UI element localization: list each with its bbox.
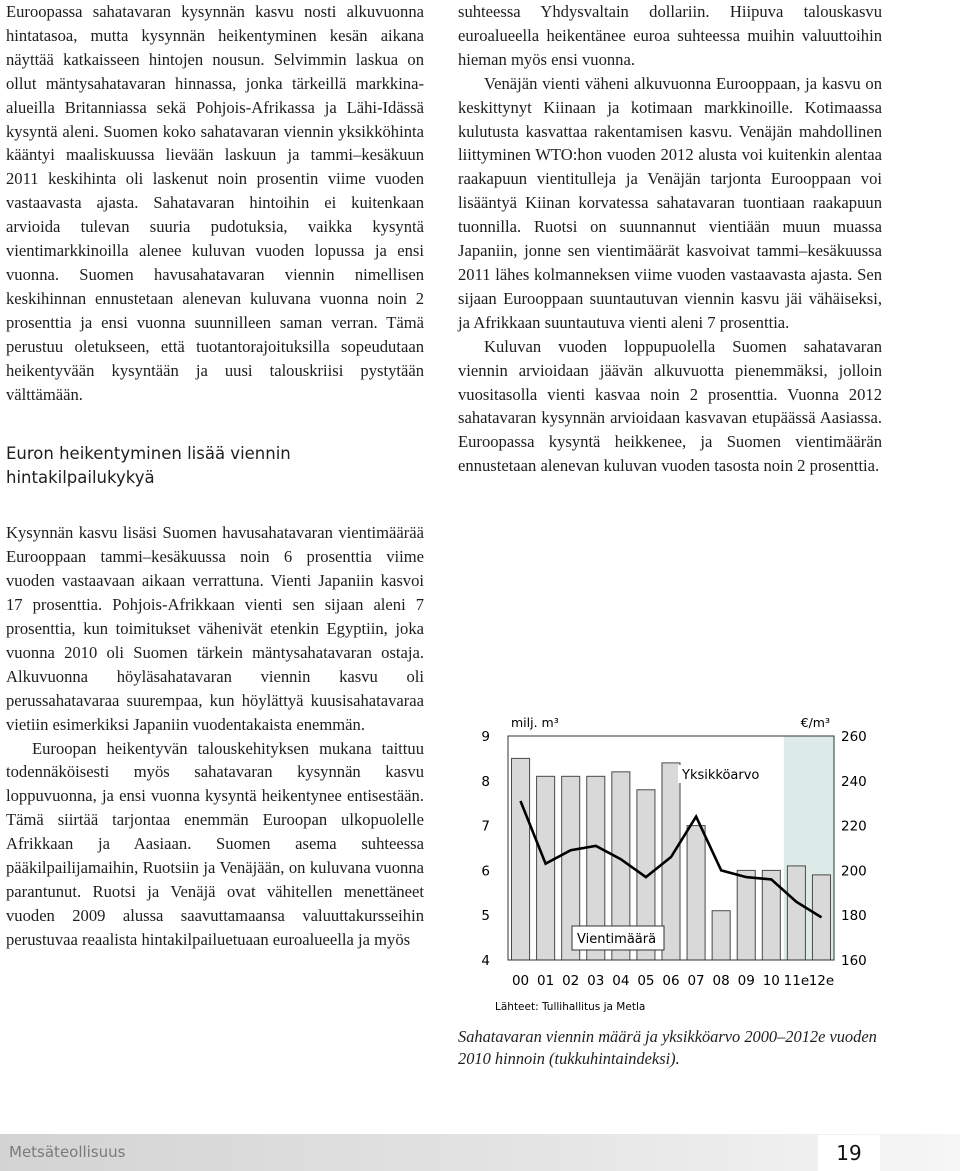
sawn-timber-export-chart — [466, 700, 886, 1020]
left-tick-label: 5 — [481, 908, 490, 925]
x-tick-label: 02 — [562, 973, 580, 989]
right-tick-label: 160 — [841, 953, 867, 969]
bar-11e — [787, 866, 805, 960]
footer-bar — [0, 1134, 960, 1171]
bar-09 — [737, 870, 755, 960]
right-tick-label: 220 — [841, 818, 867, 835]
bar-07 — [687, 826, 705, 960]
x-tick-label: 12e — [808, 973, 835, 989]
x-tick-label: 01 — [537, 973, 555, 989]
right-axis-unit: €/m³ — [800, 715, 830, 730]
left-paragraph-3: Euroopan heikentyvän talouskehityksen mukana taittuu todennäköisesti myös sahatavaran kysynnän kasvu loppuvuonna, ja ensi vuonna kysyntä heikentynee entisestään. Tämä siirtää tarjontaa enemmän Euroopan ulkopuolelle Afrikkaan ja Aasiaan. Suomen asema suhteessa pääkilpailijamaihin, Ruotsiin ja Venäjään, on kuluvana vuonna parantunut. Ruotsi ja Venäjä ovat vähitellen menettäneet vuoden 2009 alussa saavuttamaansa valuuttakursseihin perustuvaa reaalista hintakilpailuetuaan euroalueella ja myös — [6, 738, 424, 949]
x-tick-label: 09 — [737, 973, 755, 989]
page-number: 19 — [818, 1135, 880, 1171]
right-tick-label: 260 — [841, 729, 867, 745]
left-tick-label: 7 — [481, 818, 490, 835]
right-paragraph-1: suhteessa Yhdysvaltain dollariin. Hiipuva talouskasvu euroalueella heikentänee euroa suhteessa muihin valuuttoihin hieman myös ensi vuonna. — [458, 2, 882, 69]
left-tick-label: 9 — [481, 729, 490, 745]
chart-source: Lähteet: Tullihallitus ja Metla — [495, 1001, 646, 1013]
x-tick-label: 04 — [612, 973, 630, 989]
left-paragraph-2: Kysynnän kasvu lisäsi Suomen havusahatavaran vientimäärää Eurooppaan tammi–kesäkuussa noin 6 prosenttia viime vuoden vastaavaan aikaan verrattuna. Vienti Japaniin kasvoi 17 prosenttia. Pohjois-Afrikkaan vienti sen sijaan aleni 7 prosenttia, kun toimitukset vähenivät etenkin Egyptiin, joka vuonna 2010 oli Suomen tärkein mäntysahatavaran ostaja. Alkuvuonna höyläsahatavaran viennin kasvu oli perussahatavaraa suurempaa, kun höylättyä kuusisahatavaraa vietiin esimerkiksi Japaniin vuodentakaista enemmän. — [6, 523, 424, 734]
series-label-unit-value: Yksikköarvo — [682, 768, 760, 783]
left-column — [6, 0, 424, 952]
right-paragraph-2: Venäjän vienti väheni alkuvuonna Eurooppaan, ja kasvu on keskittynyt Kiinaan ja kotimaan markkinoille. Kotimaassa kulutusta kasvattaa rakentamisen kasvu. Venäjän mahdollinen liittyminen WTO:hon vuoden 2012 alusta voi kuitenkin alentaa raakapuun vientitulleja ja Venäjän tarjonta Eurooppaan voi lisääntyä Kiinan korvatessa sahatavaran tuontiaan raakapuun tuonnilla. Ruotsi on suunnannut vientiään muun muassa Japaniin, jonne sen vientimäärät kasvoivat tammi–kesäkuussa 2011 lähes kolmanneksen viime vuoden vastaavasta ajasta. Sen sijaan Eurooppaan suuntautuvan viennin kasvu jäi vähäiseksi, ja Afrikkaan suuntautuva vienti aleni 7 prosenttia. — [458, 73, 882, 332]
left-tick-label: 8 — [481, 773, 490, 790]
x-tick-label: 10 — [762, 973, 780, 989]
x-tick-label: 03 — [587, 973, 605, 989]
x-tick-label: 00 — [511, 973, 530, 989]
x-tick-label: 05 — [637, 973, 655, 989]
right-tick-label: 200 — [841, 863, 867, 880]
right-tick-label: 180 — [841, 908, 867, 925]
x-tick-label: 08 — [712, 973, 730, 989]
right-column — [458, 0, 882, 478]
left-axis-unit: milj. m³ — [511, 715, 559, 730]
x-tick-label: 11e — [783, 973, 810, 989]
bar-01 — [537, 776, 555, 960]
bar-00 — [512, 758, 530, 960]
x-tick-label: 06 — [662, 973, 680, 989]
figure-caption: Sahatavaran viennin määrä ja yksikköarvo 2000–2012e vuoden 2010 hinnoin (tukkuhintaindeksi). — [458, 1027, 877, 1068]
left-paragraph-1: Euroopassa sahatavaran kysynnän kasvu nosti alkuvuonna hintatasoa, mutta kysynnän heikentyminen kesän aikana näyttää katkaisseen hintojen nousun. Selvimmin laskua on ollut mäntysahatavaran hinnassa, jonka tärkeillä markkina-alueilla Britanniassa sekä Pohjois-Afrikassa ja Lähi-Idässä kysyntä aleni. Suomen koko sahatavaran viennin yksikköhinta kääntyi maaliskuussa lievään laskuun ja tammi–kesäkuun 2011 keskihinta oli laskenut noin prosentin viime vuoden vastaavasta ajasta. Sahatavaran hintoihin ei kuitenkaan arvioida tulevan suuria pudotuksia, vaikka kysyntä vientimarkkinoilla alenee kuluvan vuoden lopussa ja ensi vuonna. Suomen havusahatavaran viennin nimellisen keskihinnan ennustetaan alenevan kuluvana vuonna noin 2 prosenttia ja ensi vuonna suunnilleen saman verran. Tämä perustuu oletukseen, että tuotantorajoituksilla sopeudutaan heikentyvään kysyntään ja uusi talouskriisi pystytään välttämään. — [6, 2, 424, 404]
right-tick-label: 240 — [841, 773, 867, 790]
footer-publication-name: Metsäteollisuus — [9, 1143, 126, 1161]
bar-08 — [712, 911, 730, 960]
chart-svg — [466, 700, 886, 1020]
right-paragraph-3: Kuluvan vuoden loppupuolella Suomen sahatavaran viennin arvioidaan jäävän alkuvuotta pienemmäksi, jolloin vuositasolla vienti kasvaa noin 2 prosenttia. Vuonna 2012 sahatavaran kysynnän arvioidaan kasvavan etupäässä Aasiassa. Euroopassa kysyntä heikkenee, ja Suomen vientimäärän ennustetaan alenevan kuluvan vuoden tasosta noin 2 prosenttia. — [458, 336, 882, 476]
series-label-export-volume: Vientimäärä — [577, 932, 657, 947]
x-tick-label: 07 — [687, 973, 705, 989]
left-tick-label: 4 — [481, 953, 490, 969]
section-subheading: Euron heikentyminen lisää viennin hintakilpailukykyä — [6, 444, 291, 488]
left-tick-label: 6 — [481, 863, 490, 880]
